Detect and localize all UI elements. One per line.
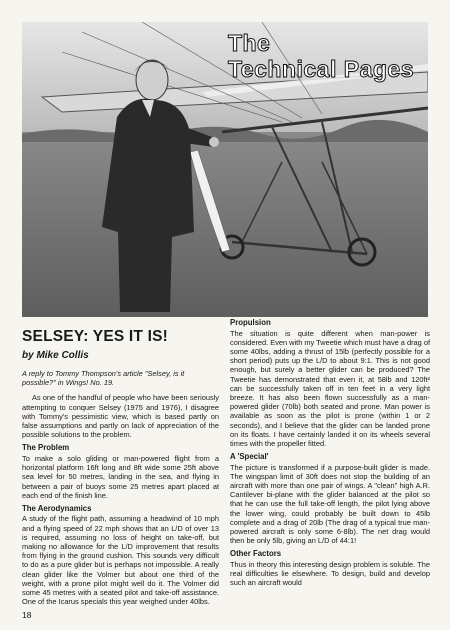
section-body: To make a solo gliding or man-powered flight from a horizontal platform 16ft long and 8ft wide some 25ft above sea level for 50 metres, landing in the sea, and flying in between a pair of buoys some 25 metres apart placed at each end of the finish line.: [22, 453, 219, 500]
section-heading: The Problem: [22, 443, 70, 453]
section-body: Thus in theory this interesting design problem is soluble. The real difficulties lie elsewhere. To design, build and develop such an aircraft would: [230, 559, 430, 588]
section-title-line-1: The: [227, 30, 271, 56]
section-heading: Propulsion: [230, 318, 271, 327]
section-title-line-2: Technical Pages: [227, 56, 414, 82]
section-heading: Other Factors: [230, 549, 282, 559]
section-body: A study of the flight path, assuming a headwind of 10 mph and a flying speed of 22 mph shows that an L/D of over 13 is required, assuming no loss of height on take-off, but making no allowance for the L/D improvement that results from flying in the ground cushion. This sounds very difficult to do as a pure glider but is perhaps not impossible. A really clean glider like the Volmer but about one third of the weight, with a prone pilot might well do it. The Volmer did some 45 metres with a seated pilot and take-off assistance. One of the Icarus specials this year weighed under 40lbs.: [22, 514, 219, 607]
left-column: [22, 328, 219, 610]
article-intro: A reply to Tommy Thompson's article "Selsey, is it possible?" in Wings! No. 19.: [22, 369, 185, 388]
page-number: 18: [22, 610, 32, 620]
section-title: [228, 30, 414, 82]
section-body: The situation is quite different when man-power is considered. Even with my Tweetie which must have a drag of some 40lbs, adding a thrust of 15lb (perfectly possible for a short period) puts up the L/D to about 9:1. This is not good enough, but surely a better glider can be produced? The Tweetie has demonstrated that even it, at 58lb and 120ft² can be successfully taken off in ten feet in a very light breeze. It has also been flown successfully as a man-powered glider (70lb) both seated and prone. Man power is available as soon as the pilot is prone (within 1 or 2 seconds), and I believe that the glider can be landed prone on its floats. I have certainly landed it on its wheels several times with the propeller fitted.: [230, 328, 430, 448]
article-headline: SELSEY: YES IT IS!: [22, 328, 169, 345]
article-photo: [22, 22, 428, 317]
section-heading: A 'Special': [230, 452, 269, 462]
section-body: The picture is transformed if a purpose-built glider is made. The wingspan limit of 30ft does not stop the building of an aircraft with more than one pair of wings. A "clean" high A.R. Cantilever bi-plane with the glider balanced at the pilot so that he can use the full take-off length, the pilot lying above the lower wing, could probably be built down to 45lb complete and a drag of 20lb (The drag of a typical true man-powered aircraft is only some 6-8lb). The net drag would then be only 5lb, giving an L/D of 44:1!: [230, 462, 430, 546]
article-byline: by Mike Collis: [22, 350, 89, 361]
right-column: [230, 318, 430, 592]
section-heading: The Aerodynamics: [22, 503, 92, 513]
article-opening: As one of the handful of people who have been seriously attempting to conquer Selsey (1975 and 1976), I disagree with Tommy's pessimistic view, which is based partly on false assumptions and partly on lack of appreciation of the possible solutions to the problem.: [22, 393, 219, 440]
